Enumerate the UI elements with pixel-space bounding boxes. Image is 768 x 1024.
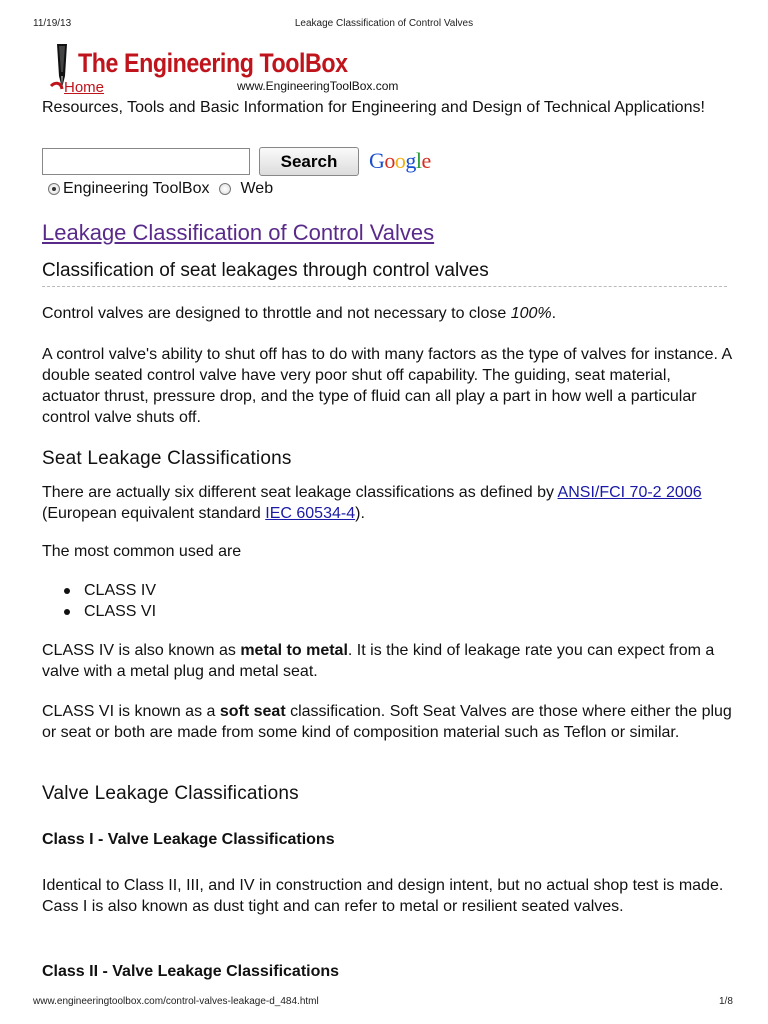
home-link[interactable]: Home [64,79,105,96]
link-iec[interactable]: IEC 60534-4 [265,505,356,522]
print-title: Leakage Classification of Control Valves [294,18,474,29]
class-i-paragraph: Identical to Class II, III, and IV in construction and design intent, but no actual shop test is made. Cass I is also known as dust tight and can refer to metal or resilient seated valves. [42,877,724,915]
print-date: 11/19/13 [33,18,72,29]
radio-label-engineering-toolbox: Engineering ToolBox [63,180,210,197]
page-title[interactable]: Leakage Classification of Control Valves [42,220,435,245]
search-scope-options [48,180,273,198]
list-item: CLASS VI [64,601,156,622]
search-input[interactable] [42,148,250,175]
radio-engineering-toolbox[interactable] [48,183,60,195]
section-heading-valve-leakage: Valve Leakage Classifications [42,783,299,804]
class-i-heading: Class I - Valve Leakage Classifications [42,831,335,848]
print-page-number: 1/8 [719,996,733,1007]
search-button[interactable]: Search [259,147,359,176]
section-heading-seat-leakage: Seat Leakage Classifications [42,448,292,469]
standards-paragraph: There are actually six different seat leakage classifications as defined by ANSI/FCI 70-2 2006 (European equivalent standard IEC 60534-4). [42,484,702,522]
divider [42,286,727,287]
class-vi-paragraph: CLASS VI is known as a soft seat classification. Soft Seat Valves are those where either the plug or seat or both are made from some kind of composition material such as Teflon or similar. [42,703,732,741]
intro-paragraph: Control valves are designed to throttle and not necessary to close 100%. [42,305,557,322]
print-footer-url: www.engineeringtoolbox.com/control-valves-leakage-d_484.html [33,996,319,1007]
tagline: Resources, Tools and Basic Information for Engineering and Design of Technical Applications! [42,99,705,116]
radio-label-web: Web [240,180,274,197]
class-iv-paragraph: CLASS IV is also known as metal to metal. It is the kind of leakage rate you can expect from a valve with a metal plug and metal seat. [42,642,715,680]
class-ii-heading: Class II - Valve Leakage Classifications [42,963,340,980]
logo-title[interactable]: The Engineering ToolBox [78,48,348,78]
common-used-text: The most common used are [42,543,242,560]
logo-url[interactable]: www.EngineeringToolBox.com [237,79,399,93]
link-ansi-fci[interactable]: ANSI/FCI 70-2 2006 [557,484,702,501]
google-logo: Google [369,148,431,173]
page-subtitle: Classification of seat leakages through control valves [42,260,489,281]
list-item: CLASS IV [64,580,156,601]
shutoff-paragraph: A control valve's ability to shut off has to do with many factors as the type of valves for instance. A double seated control valve have very poor shut off capability. The guiding, seat material, actuator thrust, pressure drop, and the type of fluid can all play a part in how well a particular control valve shuts off. [42,346,732,426]
radio-web[interactable] [219,183,231,195]
